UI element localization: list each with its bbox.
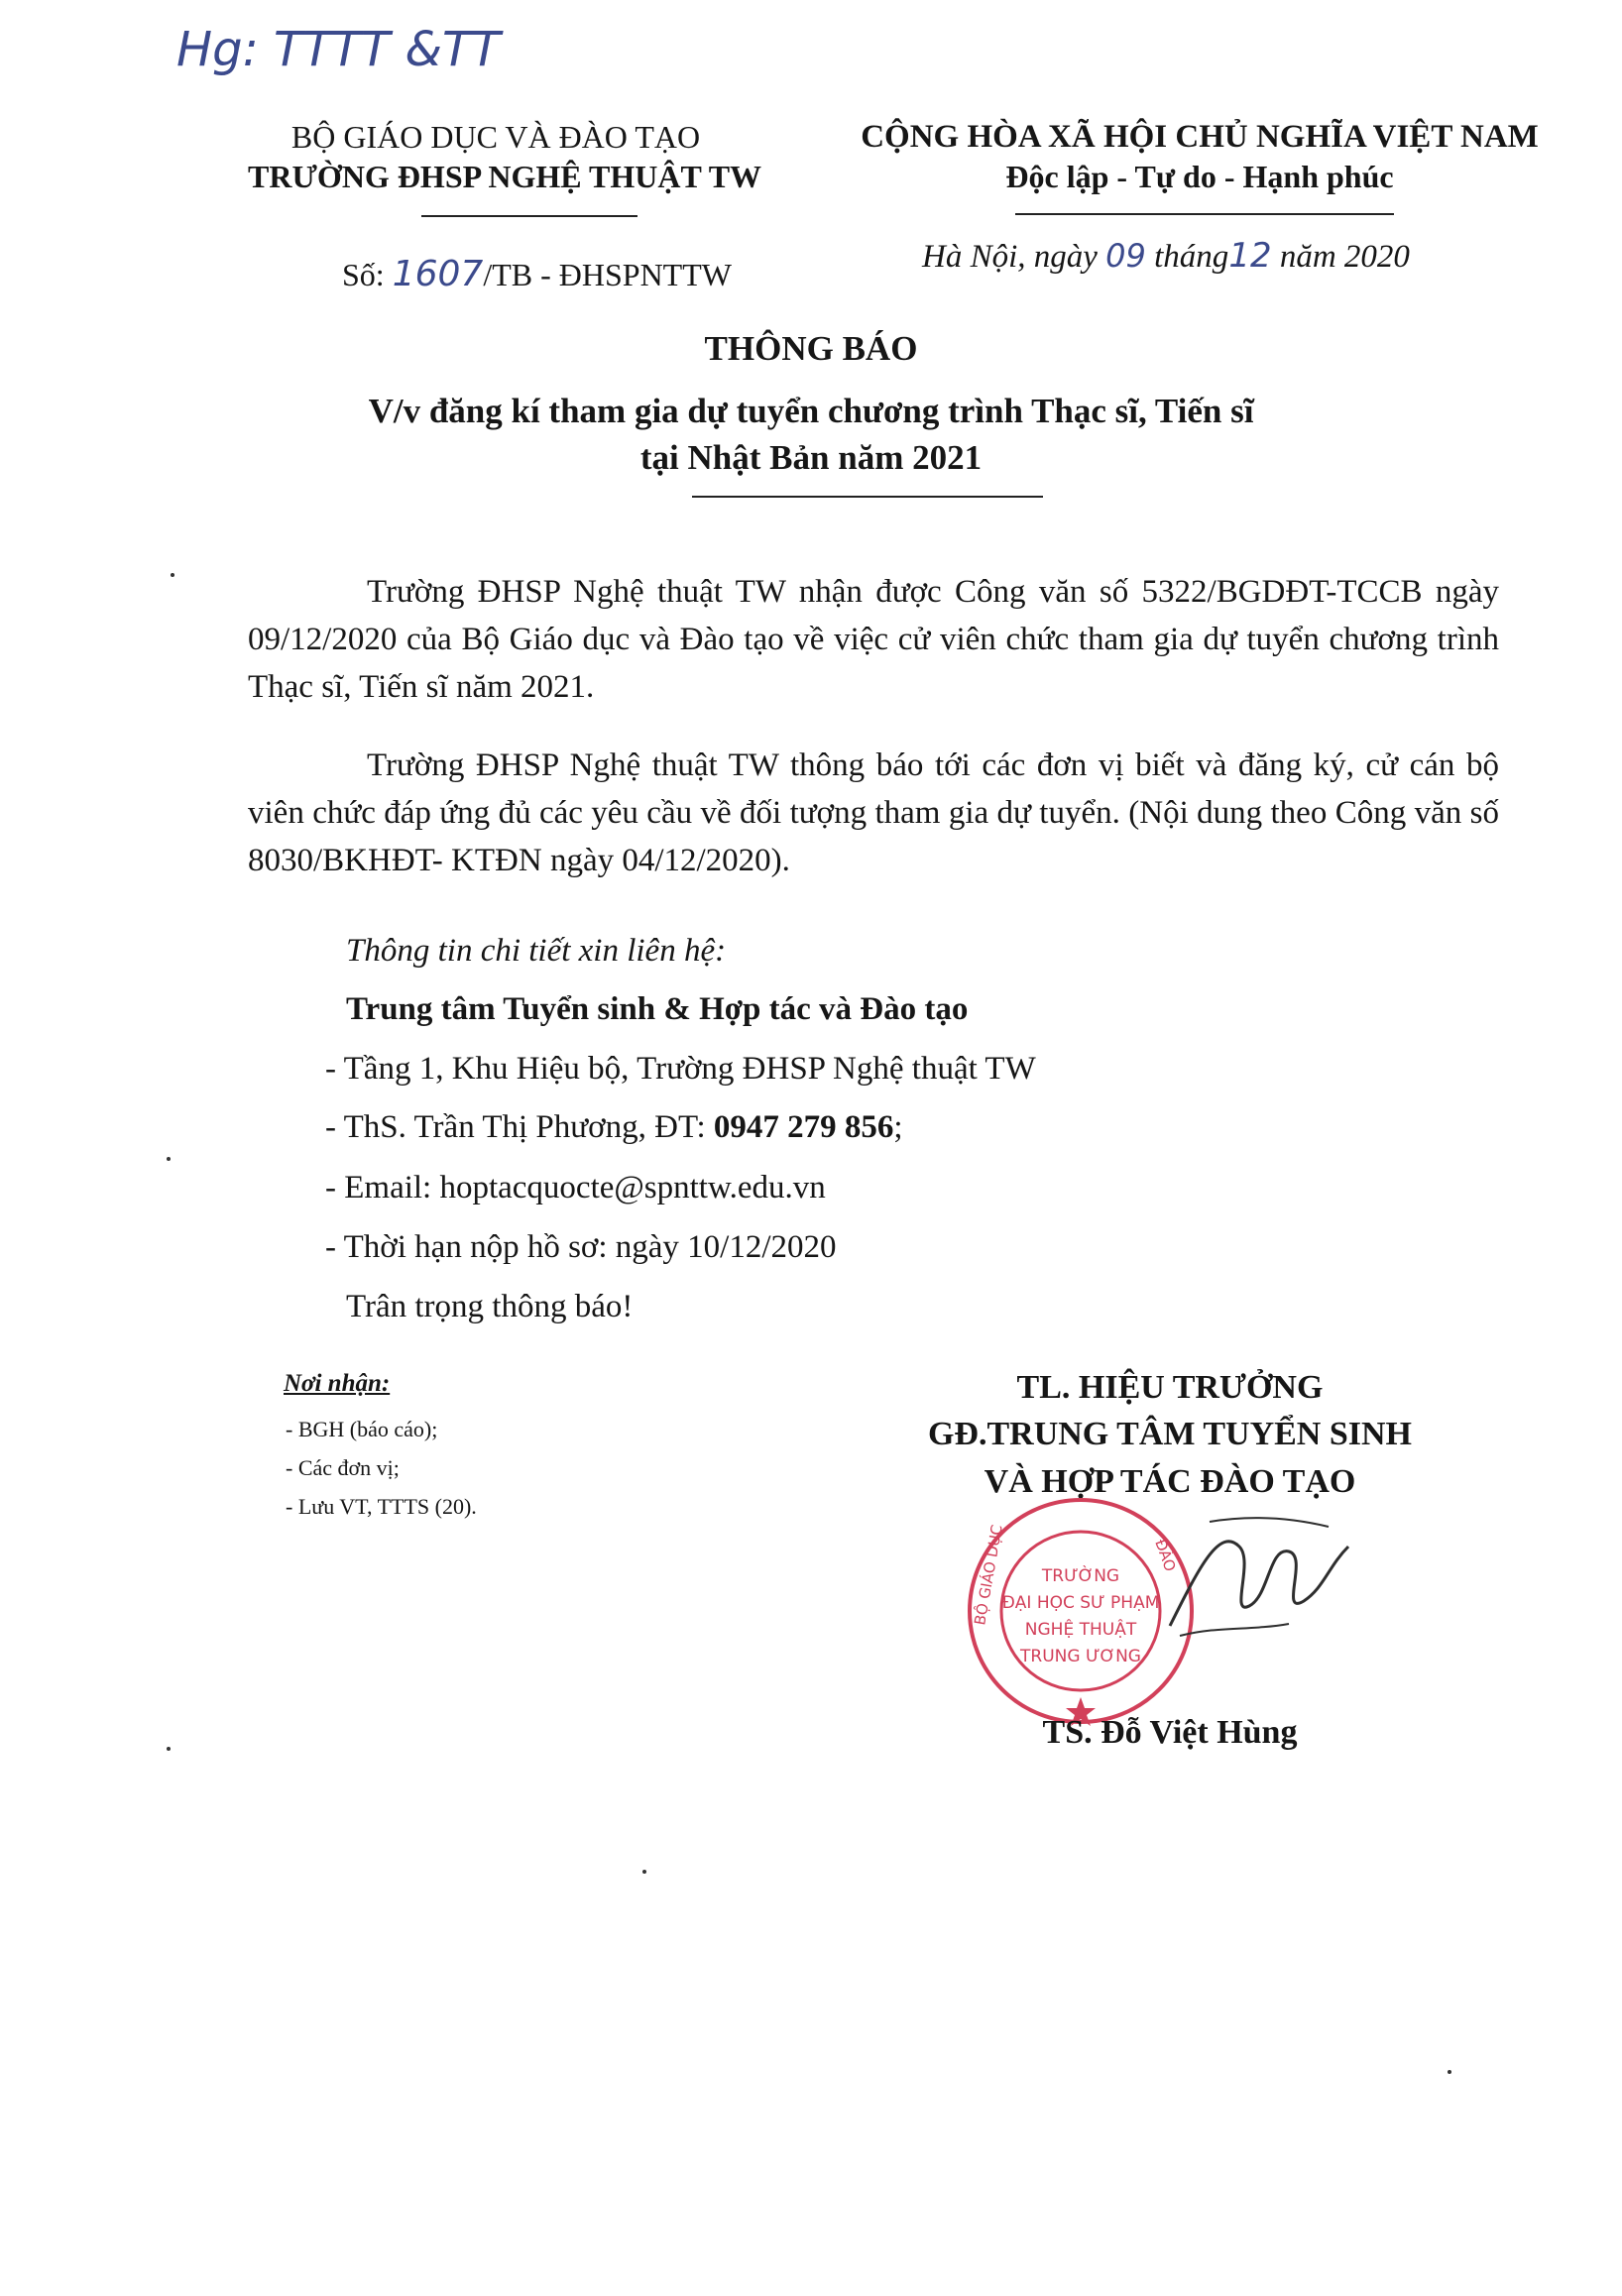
notice-subject-line1: V/v đăng kí tham gia dự tuyển chương trình Thạc sĩ, Tiến sĩ bbox=[368, 392, 1254, 430]
header-left-rule bbox=[421, 215, 637, 217]
document-number-prefix: Số: bbox=[342, 257, 385, 292]
scan-speck bbox=[167, 1747, 171, 1751]
svg-text:NGHỆ THUẬT: NGHỆ THUẬT bbox=[1024, 1620, 1137, 1640]
scan-speck bbox=[167, 1157, 171, 1161]
country-name: CỘNG HÒA XÃ HỘI CHỦ NGHĨA VIỆT NAM bbox=[861, 119, 1539, 155]
contact-person-name: - ThS. Trần Thị Phương, ĐT: bbox=[325, 1109, 714, 1145]
signature-title-line3: VÀ HỢP TÁC ĐÀO TẠO bbox=[984, 1463, 1356, 1500]
contact-intro: Thông tin chi tiết xin liên hệ: bbox=[346, 933, 727, 969]
signature-title-line2: GĐ.TRUNG TÂM TUYỂN SINH bbox=[927, 1416, 1413, 1452]
issue-date-year: năm 2020 bbox=[1279, 239, 1410, 275]
svg-text:TRUNG ƯƠNG: TRUNG ƯƠNG bbox=[1020, 1647, 1141, 1666]
body-paragraph-2: Trường ĐHSP Nghệ thuật TW thông báo tới các đơn vị biết và đăng ký, cử cán bộ viên chức đáp ứng đủ các yêu cầu về đối tượng tham gia dự tuyển. (Nội dung theo Công văn số 8030/BKHĐT- KTĐN ngày 04/12/2020). bbox=[248, 747, 1499, 878]
closing-remark: Trân trọng thông báo! bbox=[346, 1289, 634, 1324]
document-number-handwritten: 1607 bbox=[392, 254, 484, 294]
national-motto: Độc lập - Tự do - Hạnh phúc bbox=[1005, 159, 1394, 194]
document-number bbox=[342, 253, 732, 296]
recipients-label: Nơi nhận: bbox=[284, 1370, 391, 1397]
body-paragraph-1: Trường ĐHSP Nghệ thuật TW nhận được Công văn số 5322/BGDĐT-TCCB ngày 09/12/2020 của Bộ Giáo dục và Đào tạo về việc cử viên chức tham gia dự tuyển chương trình Thạc sĩ, Tiến sĩ năm 2021. bbox=[248, 574, 1499, 705]
issue-date bbox=[922, 234, 1410, 279]
scan-speck bbox=[171, 573, 174, 577]
contact-phone-end: ; bbox=[893, 1109, 903, 1145]
recipient-item: - Lưu VT, TTTS (20). bbox=[286, 1494, 477, 1519]
svg-text:BỘ GIÁO DỤC: BỘ GIÁO DỤC bbox=[971, 1523, 1006, 1627]
contact-email: - Email: hoptacquocte@spnttw.edu.vn bbox=[325, 1170, 826, 1205]
svg-text:ĐÀO: ĐÀO bbox=[1151, 1537, 1180, 1574]
handwritten-routing-note: Hg: TTTT &TT bbox=[176, 22, 501, 77]
scan-speck bbox=[1448, 2070, 1451, 2074]
recipient-item: - Các đơn vị; bbox=[286, 1455, 400, 1480]
signatory-name: TS. Đỗ Việt Hùng bbox=[1042, 1714, 1298, 1751]
contact-address: - Tầng 1, Khu Hiệu bộ, Trường ĐHSP Nghệ thuật TW bbox=[325, 1051, 1036, 1087]
issue-date-place: Hà Nội, ngày bbox=[922, 239, 1098, 275]
contact-phone: 0947 279 856 bbox=[713, 1109, 894, 1145]
signature-title-line1: TL. HIỆU TRƯỞNG bbox=[1016, 1369, 1324, 1406]
header-right-rule bbox=[1015, 213, 1394, 215]
contact-person bbox=[325, 1105, 903, 1149]
submission-deadline: - Thời hạn nộp hồ sơ: ngày 10/12/2020 bbox=[325, 1229, 837, 1265]
notice-title: THÔNG BÁO bbox=[704, 329, 918, 368]
svg-text:ĐẠI HỌC SƯ PHẠM: ĐẠI HỌC SƯ PHẠM bbox=[1001, 1593, 1160, 1613]
contact-center: Trung tâm Tuyển sinh & Hợp tác và Đào tạo bbox=[346, 991, 969, 1027]
title-rule bbox=[692, 496, 1043, 498]
school-name: TRƯỜNG ĐHSP NGHỆ THUẬT TW bbox=[248, 159, 762, 194]
scan-speck bbox=[642, 1870, 646, 1874]
svg-text:TRƯỜNG: TRƯỜNG bbox=[1041, 1566, 1120, 1586]
document-number-suffix: /TB - ĐHSPNTTW bbox=[483, 257, 732, 292]
handwritten-signature bbox=[1160, 1507, 1358, 1665]
recipient-item: - BGH (báo cáo); bbox=[286, 1417, 438, 1441]
notice-subject-line2: tại Nhật Bản năm 2021 bbox=[639, 438, 983, 477]
ministry-name: BỘ GIÁO DỤC VÀ ĐÀO TẠO bbox=[290, 119, 701, 155]
issue-date-day: 09 bbox=[1105, 237, 1146, 275]
issue-date-month-label: tháng bbox=[1154, 239, 1229, 275]
issue-date-month: 12 bbox=[1228, 236, 1272, 276]
